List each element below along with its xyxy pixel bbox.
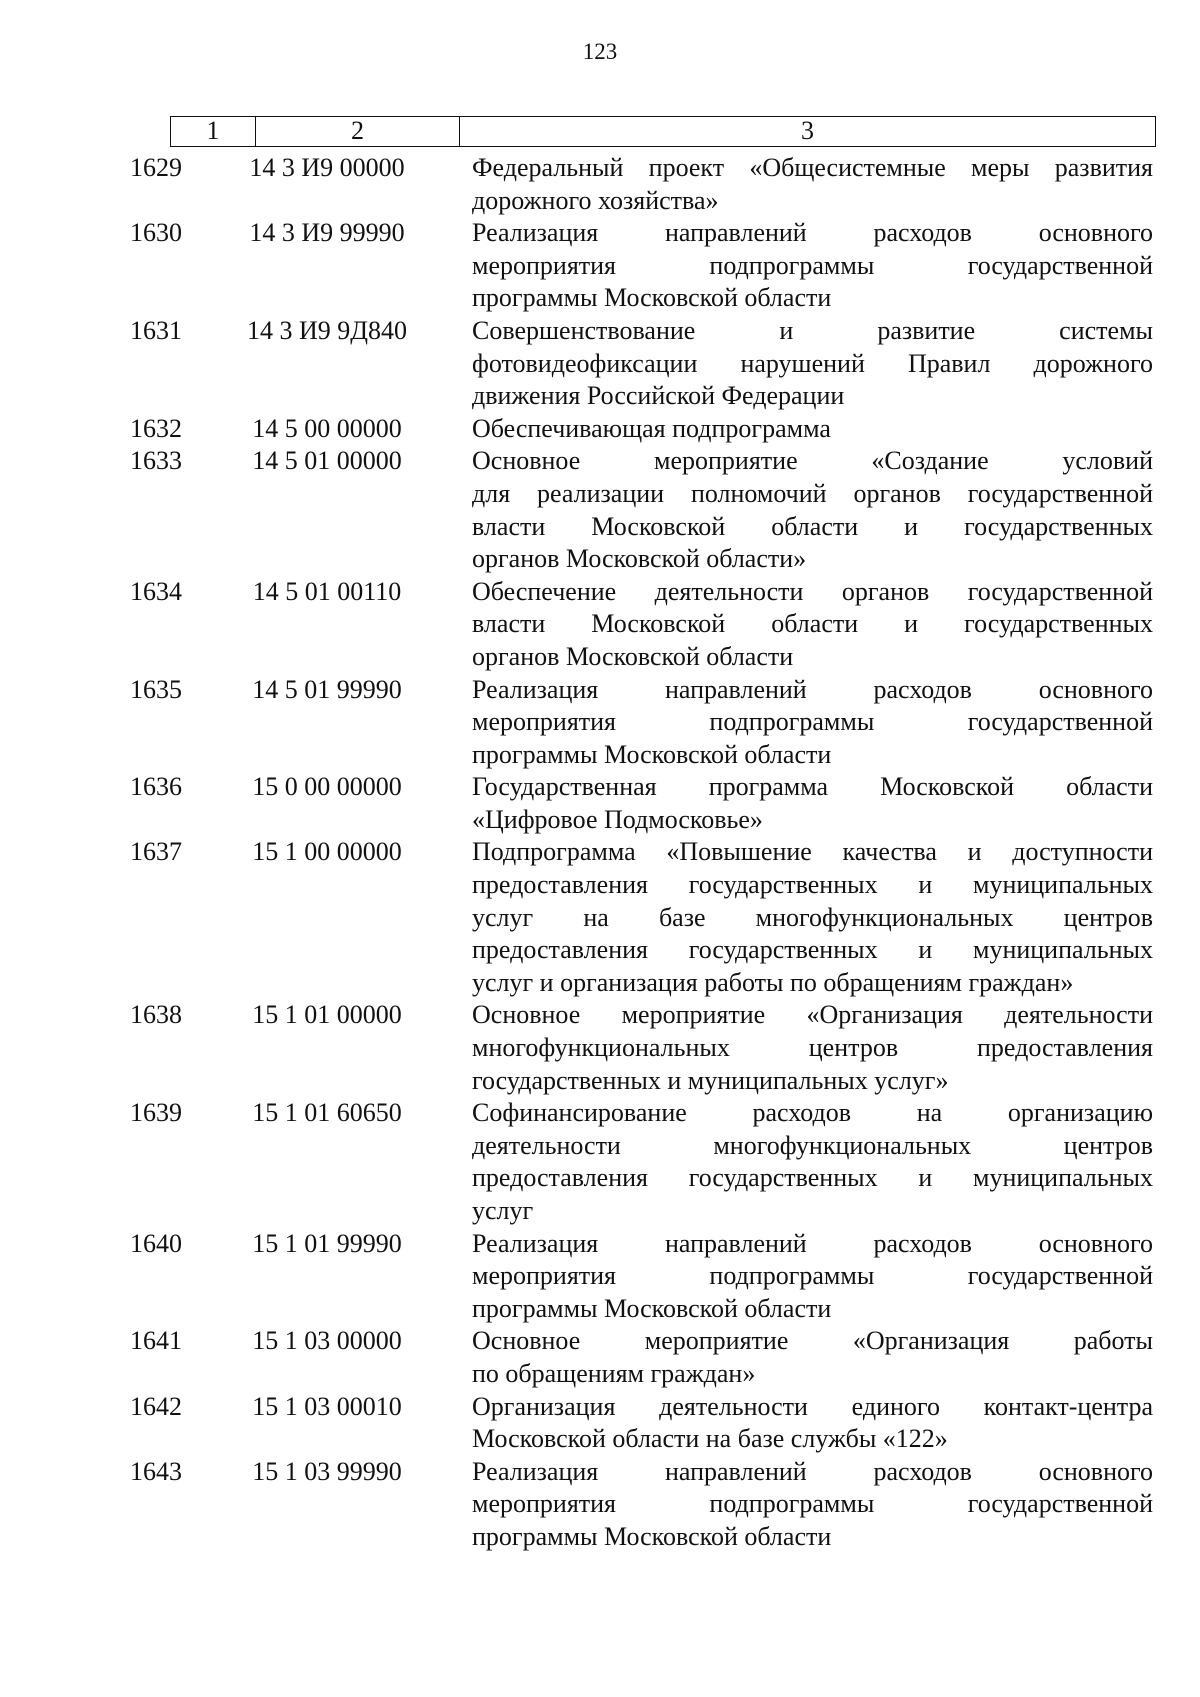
- row-number: 1642: [130, 1391, 182, 1421]
- row-description: [472, 315, 1153, 413]
- row-code: 14 5 01 99990: [252, 674, 402, 704]
- row-number: 1637: [130, 837, 182, 867]
- row-description: [472, 1391, 1153, 1456]
- description-line: деятельности многофункциональных центров: [472, 1130, 1153, 1160]
- row-number: 1640: [130, 1228, 182, 1258]
- row-number-cell: [0, 771, 182, 804]
- row-description: [472, 836, 1153, 999]
- row-number: 1636: [130, 772, 182, 802]
- row-number: 1631: [130, 315, 182, 345]
- row-number: 1634: [130, 576, 182, 606]
- row-description: [472, 1325, 1153, 1390]
- table-row: [0, 152, 1200, 217]
- row-number-cell: [0, 152, 182, 185]
- table-row: [0, 1325, 1200, 1390]
- row-code: 14 3 И9 00000: [249, 153, 405, 182]
- row-number: 1643: [130, 1456, 182, 1486]
- description-line: программы Московской области: [472, 739, 832, 769]
- row-code: 14 5 01 00110: [252, 576, 402, 606]
- table-header: [170, 116, 1156, 147]
- description-line: мероприятия подпрограммы государственной: [472, 250, 1153, 280]
- description-line: Реализация направлений расходов основного: [472, 1228, 1153, 1258]
- row-number: 1638: [130, 1000, 182, 1030]
- description-line: Обеспечивающая подпрограмма: [472, 413, 831, 443]
- row-number: 1629: [130, 153, 182, 182]
- description-line: Реализация направлений расходов основного: [472, 218, 1153, 248]
- row-number-cell: [0, 1325, 182, 1358]
- row-description: [472, 576, 1153, 674]
- description-line: органов Московской области: [472, 641, 794, 671]
- row-code: 15 1 03 99990: [252, 1456, 402, 1486]
- row-number-cell: [0, 836, 182, 869]
- row-number: 1641: [130, 1326, 182, 1356]
- row-code: 15 0 00 00000: [252, 772, 402, 802]
- description-line: Совершенствование и развитие системы: [472, 315, 1153, 345]
- header-col-1: 1: [171, 117, 256, 146]
- table-row: [0, 1228, 1200, 1326]
- row-description: [472, 771, 1153, 836]
- description-line: органов Московской области»: [472, 544, 807, 574]
- row-number-cell: [0, 1391, 182, 1424]
- description-line: власти Московской области и государственных: [472, 511, 1153, 541]
- description-line: услуг на базе многофункциональных центров: [472, 902, 1153, 932]
- description-line: для реализации полномочий органов государственной: [472, 478, 1153, 508]
- row-code: 15 1 01 60650: [252, 1098, 402, 1128]
- table-row: [0, 1456, 1200, 1554]
- description-line: движения Российской Федерации: [472, 381, 845, 411]
- row-code: 14 3 И9 99990: [249, 218, 405, 248]
- description-line: Московской области на базе службы «122»: [472, 1424, 948, 1454]
- table-row: [0, 413, 1200, 446]
- row-description: [472, 1097, 1153, 1227]
- description-line: программы Московской области: [472, 283, 832, 313]
- row-description: [472, 152, 1153, 217]
- description-line: услуг и организация работы по обращениям граждан»: [472, 967, 1074, 997]
- row-description: [472, 217, 1153, 315]
- description-line: Обеспечение деятельности органов государственной: [472, 576, 1153, 606]
- header-col-2: 2: [256, 117, 460, 146]
- description-line: Подпрограмма «Повышение качества и доступности: [472, 837, 1153, 867]
- table-body: [0, 152, 1200, 1554]
- row-number-cell: [0, 1456, 182, 1489]
- description-line: мероприятия подпрограммы государственной: [472, 1489, 1153, 1519]
- description-line: услуг: [472, 1196, 534, 1225]
- row-number-cell: [0, 576, 182, 609]
- table-row: [0, 217, 1200, 315]
- row-number-cell: [0, 315, 182, 348]
- description-line: многофункциональных центров предоставления: [472, 1033, 1153, 1063]
- description-line: Реализация направлений расходов основного: [472, 1456, 1153, 1486]
- row-number-cell: [0, 445, 182, 478]
- row-description: [472, 1456, 1153, 1554]
- row-description: [472, 413, 1153, 446]
- table-row: [0, 836, 1200, 999]
- header-col-3: 3: [801, 116, 814, 145]
- row-code: 15 1 01 99990: [252, 1228, 402, 1258]
- row-code: 14 5 01 00000: [252, 446, 402, 476]
- description-line: «Цифровое Подмосковье»: [472, 804, 763, 834]
- description-line: Основное мероприятие «Создание условий: [472, 446, 1153, 476]
- table-row: [0, 771, 1200, 836]
- table-row: [0, 999, 1200, 1097]
- row-code: 15 1 01 00000: [252, 1000, 402, 1030]
- row-number-cell: [0, 1097, 182, 1130]
- description-line: по обращениям граждан»: [472, 1358, 756, 1388]
- description-line: государственных и муниципальных услуг»: [472, 1065, 949, 1095]
- table-row: [0, 1391, 1200, 1456]
- table-row: [0, 1097, 1200, 1227]
- table-row: [0, 445, 1200, 575]
- description-line: Государственная программа Московской области: [472, 772, 1153, 802]
- row-description: [472, 1228, 1153, 1326]
- row-number-cell: [0, 217, 182, 250]
- description-line: программы Московской области: [472, 1293, 832, 1323]
- description-line: дорожного хозяйства»: [472, 185, 719, 215]
- row-number: 1630: [130, 218, 182, 248]
- description-line: Основное мероприятие «Организация работы: [472, 1326, 1153, 1356]
- table-row: [0, 315, 1200, 413]
- row-number: 1639: [130, 1098, 182, 1128]
- page-number: 123: [582, 39, 618, 64]
- description-line: Федеральный проект «Общесистемные меры развития: [472, 153, 1153, 182]
- row-code: 15 1 03 00010: [252, 1391, 402, 1421]
- row-description: [472, 445, 1153, 575]
- description-line: Софинансирование расходов на организацию: [472, 1098, 1153, 1128]
- description-line: предоставления государственных и муниципальных: [472, 1163, 1153, 1193]
- table-row: [0, 674, 1200, 772]
- description-line: Основное мероприятие «Организация деятельности: [472, 1000, 1153, 1030]
- description-line: Организация деятельности единого контакт-центра: [472, 1391, 1153, 1421]
- row-code: 14 5 00 00000: [252, 413, 402, 443]
- row-description: [472, 999, 1153, 1097]
- row-number-cell: [0, 674, 182, 707]
- row-number-cell: [0, 1228, 182, 1261]
- description-line: фотовидеофиксации нарушений Правил дорожного: [472, 348, 1153, 378]
- description-line: мероприятия подпрограммы государственной: [472, 707, 1153, 737]
- row-code: 14 3 И9 9Д840: [246, 315, 407, 345]
- table-row: [0, 576, 1200, 674]
- description-line: программы Московской области: [472, 1521, 832, 1551]
- row-code: 15 1 03 00000: [252, 1326, 402, 1356]
- description-line: власти Московской области и государственных: [472, 609, 1153, 639]
- description-line: Реализация направлений расходов основного: [472, 674, 1153, 704]
- description-line: мероприятия подпрограммы государственной: [472, 1261, 1153, 1291]
- row-number: 1632: [130, 413, 182, 443]
- row-number-cell: [0, 999, 182, 1032]
- row-description: [472, 674, 1153, 772]
- row-number: 1635: [130, 674, 182, 704]
- row-number-cell: [0, 413, 182, 446]
- row-code: 15 1 00 00000: [252, 837, 402, 867]
- description-line: предоставления государственных и муниципальных: [472, 935, 1153, 965]
- row-number: 1633: [130, 446, 182, 476]
- description-line: предоставления государственных и муниципальных: [472, 870, 1153, 900]
